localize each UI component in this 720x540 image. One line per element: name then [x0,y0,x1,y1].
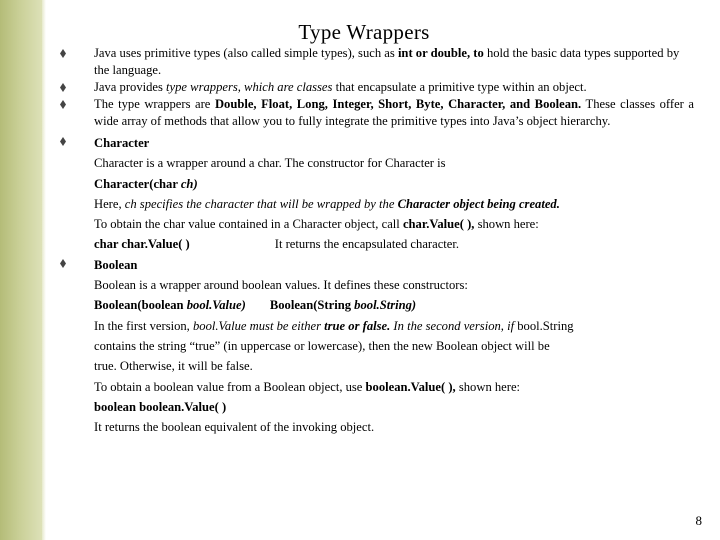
text-run-italic: In the second version, if [390,318,518,333]
character-method [94,234,694,254]
bullet-item-type-wrappers [94,79,694,96]
decorative-stripe-edge [42,0,46,540]
boolean-line [94,377,694,397]
text-run: Java uses primitive types (also called simple types), such as [94,46,398,60]
bullet-text [94,96,694,130]
boolean-line [94,356,694,376]
bullet-item-primitive-types [94,45,694,79]
text-run: To obtain a boolean value from a Boolean object, use [94,379,366,394]
character-line [94,194,694,214]
code-text: Boolean(String [269,298,355,313]
bullet-item-boolean [94,255,694,438]
diamond-bullet-icon [60,255,69,268]
text-run: It returns the encapsulated character. [274,237,460,252]
text-run: Character is a wrapper around a char. The constructor for Character is [94,156,446,171]
diamond-bullet-icon [60,45,69,58]
code-text: char char.Value( ) [94,237,190,252]
text-run: Java provides [94,80,167,94]
code-text: char.Value( ), [402,217,475,232]
text-run: Here, [94,196,125,211]
slide-body [94,45,694,437]
text-run-italic: type wrappers, which are classes [166,80,336,94]
heading-text: Character [94,136,150,150]
text-run: It returns the boolean equivalent of the invoking object. [94,420,375,435]
code-text: Boolean(boolean [94,298,187,313]
text-run: The type wrappers are [94,97,215,111]
text-run: contains the string “true” (in uppercase or lowercase), then the new Boolean object will be [94,338,550,353]
code-text: boolean boolean.Value( ) [94,399,227,414]
section-heading-character [94,133,694,153]
code-text-italic: ch) [180,176,198,191]
text-run-bold: Double, Float, Long, Integer, Short, Byte, Character, and Boolean. [214,97,582,111]
code-text-italic: bool.Value) [186,298,246,313]
character-constructor [94,174,694,194]
text-run: These classes offer a wide array of methods that allow you to fully integrate the primitive types into Java’s object hierarchy. [94,97,694,128]
text-run: that encapsulate a primitive type within an object. [335,80,587,94]
text-run-italic: ch specifies the character that will be wrapped by the [124,196,398,211]
slide-title: Type Wrappers [298,20,430,44]
text-run: shown here: [455,379,521,394]
text-run: true. Otherwise, it will be false. [94,359,253,374]
boolean-line [94,417,694,437]
heading-text: Boolean [94,257,138,272]
text-run: Boolean is a wrapper around boolean values. It defines these constructors: [94,278,468,293]
decorative-side-stripe [0,0,42,540]
section-heading-boolean [94,255,694,275]
page-number: 8 [695,513,702,528]
character-line [94,153,694,173]
text-run-bold-italic: Character object being created. [397,196,560,211]
text-run: In the first version, [94,318,193,333]
text-run: To obtain the char value contained in a Character object, call [94,217,403,232]
character-line [94,214,694,234]
boolean-constructors [94,295,694,315]
boolean-line [94,336,694,356]
text-run-bold-italic: true or false. [324,318,391,333]
bullet-item-wrapper-list [94,96,694,130]
diamond-bullet-icon [60,96,69,109]
text-run-italic: bool.Value must be either [192,318,325,333]
bullet-text [94,45,694,79]
code-text-italic: bool.String) [354,298,417,313]
boolean-method [94,397,694,417]
bullet-text [94,79,694,96]
boolean-line [94,316,694,336]
text-run: hold the basic data types supported by the language. [94,46,680,77]
text-run: bool.String [517,318,574,333]
text-run-bold: int or double, to [397,46,487,60]
code-text: boolean.Value( ), [365,379,456,394]
bullet-item-character [94,133,694,255]
text-run: shown here: [474,217,539,232]
diamond-bullet-icon [60,133,69,146]
diamond-bullet-icon [60,79,69,92]
code-text: Character(char [94,176,181,191]
boolean-line [94,275,694,295]
